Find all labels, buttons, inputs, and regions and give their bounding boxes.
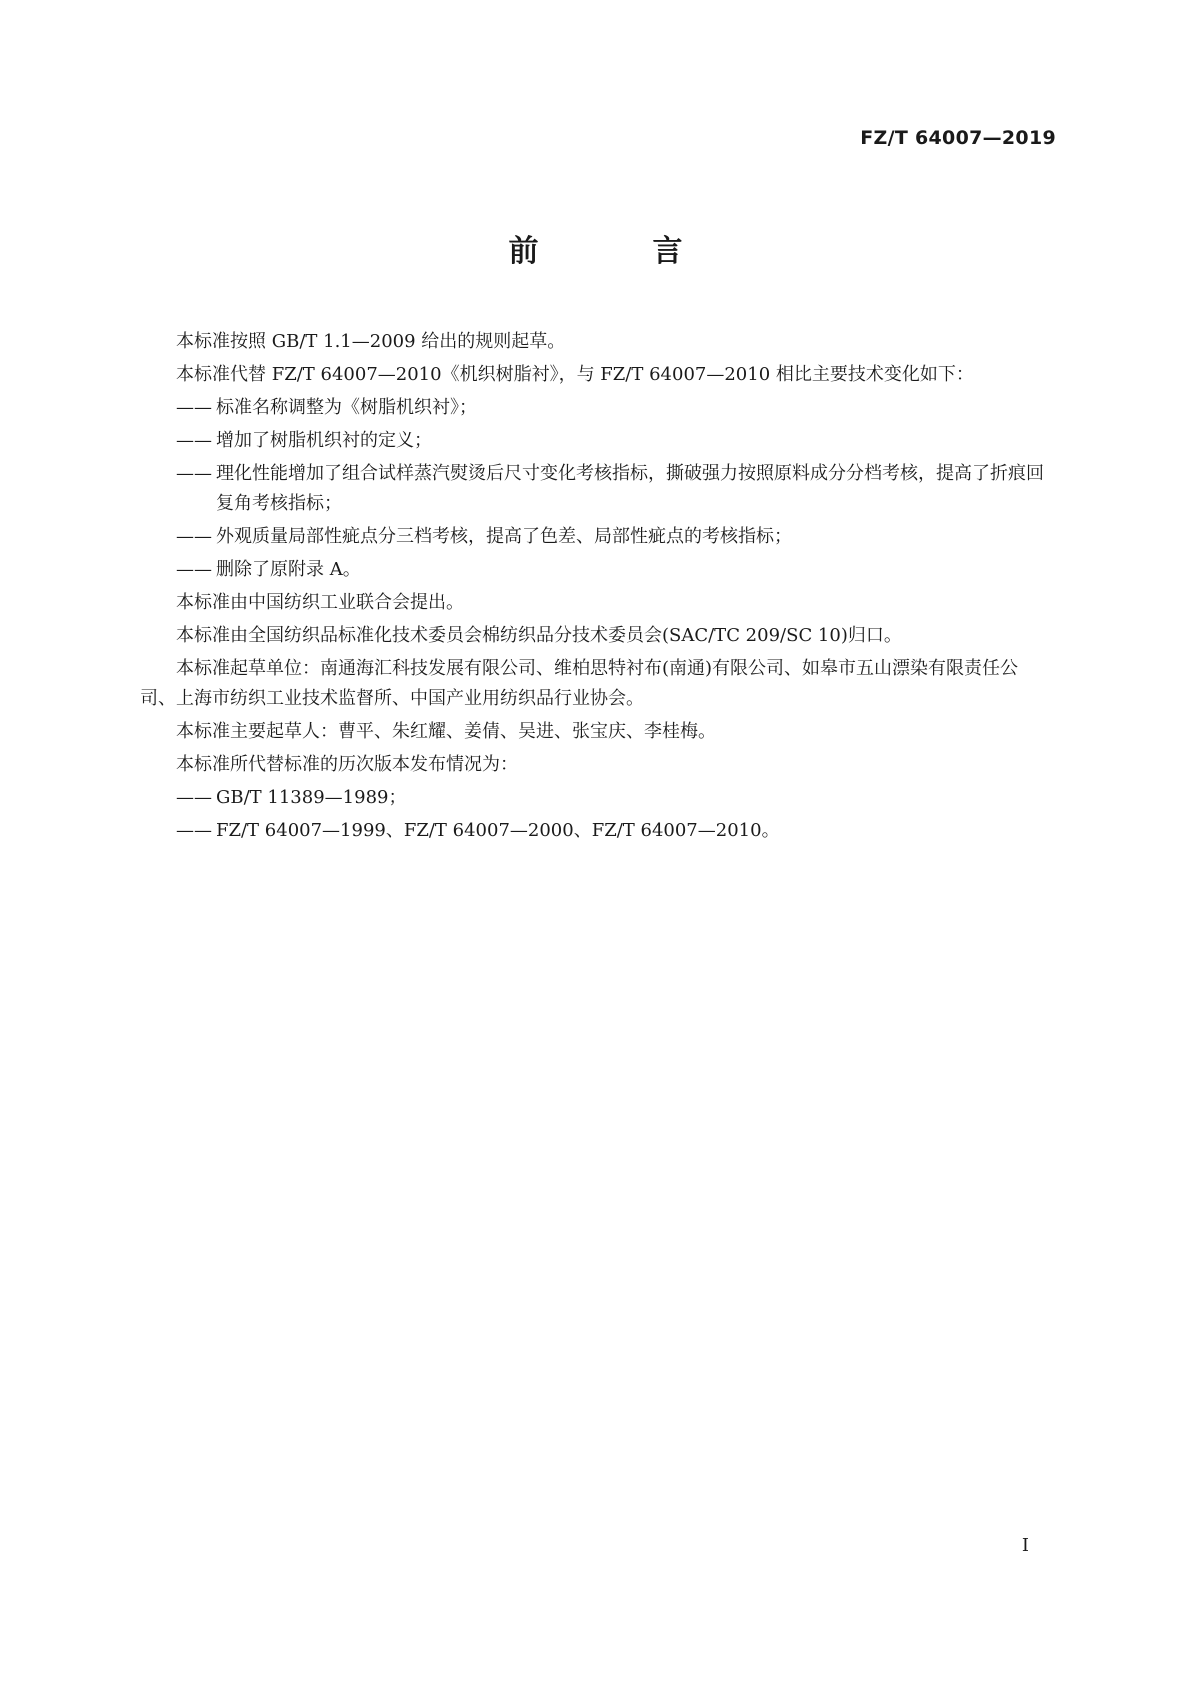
paragraph-proposer: 本标准由中国纺织工业联合会提出。 bbox=[176, 592, 464, 613]
change-item bbox=[176, 522, 1050, 552]
change-text: 标准名称调整为《树脂机织衬》； bbox=[216, 397, 477, 418]
history-text: GB/T 11389—1989； bbox=[216, 787, 407, 808]
dash-mark: —— bbox=[176, 820, 212, 841]
dash-mark: —— bbox=[176, 397, 212, 418]
paragraph-drafters: 本标准主要起草人：曹平、朱红耀、姜倩、吴进、张宝庆、李桂梅。 bbox=[176, 721, 716, 742]
foreword-body bbox=[140, 327, 1050, 849]
standard-code: FZ/T 64007—2019 bbox=[860, 127, 1056, 149]
dash-mark: —— bbox=[176, 526, 212, 547]
paragraph-drafting-units: 本标准起草单位：南通海汇科技发展有限公司、维柏思特衬布(南通)有限公司、如皋市五山漂染有限责任公司、上海市纺织工业技术监督所、中国产业用纺织品行业协会。 bbox=[140, 658, 1019, 709]
change-item bbox=[176, 426, 1050, 456]
paragraph-history-intro: 本标准所代替标准的历次版本发布情况为： bbox=[176, 754, 518, 775]
change-text: 增加了树脂机织衬的定义； bbox=[216, 430, 432, 451]
page-number: I bbox=[1021, 1535, 1029, 1556]
dash-mark: —— bbox=[176, 559, 212, 580]
page-title: 前 言 bbox=[508, 234, 725, 269]
change-text: 外观质量局部性疵点分三档考核，提高了色差、局部性疵点的考核指标； bbox=[216, 526, 792, 547]
dash-mark: —— bbox=[176, 787, 212, 808]
change-text: 删除了原附录 A。 bbox=[216, 559, 361, 580]
change-item bbox=[176, 393, 1050, 423]
history-item bbox=[176, 816, 1050, 846]
dash-mark: —— bbox=[176, 463, 212, 484]
history-text: FZ/T 64007—1999、FZ/T 64007—2000、FZ/T 64007—2010。 bbox=[216, 820, 780, 841]
paragraph-replacement: 本标准代替 FZ/T 64007—2010《机织树脂衬》，与 FZ/T 64007—2010 相比主要技术变化如下： bbox=[176, 364, 974, 385]
change-item bbox=[176, 555, 1050, 585]
paragraph-technical-committee: 本标准由全国纺织品标准化技术委员会棉纺织品分技术委员会(SAC/TC 209/SC 10)归口。 bbox=[176, 625, 902, 646]
history-item bbox=[176, 783, 1050, 813]
change-item bbox=[176, 459, 1050, 519]
change-text: 理化性能增加了组合试样蒸汽熨烫后尺寸变化考核指标，撕破强力按照原料成分分档考核，提高了折痕回复角考核指标； bbox=[216, 463, 1044, 514]
paragraph-drafting-rules: 本标准按照 GB/T 1.1—2009 给出的规则起草。 bbox=[176, 331, 566, 352]
dash-mark: —— bbox=[176, 430, 212, 451]
